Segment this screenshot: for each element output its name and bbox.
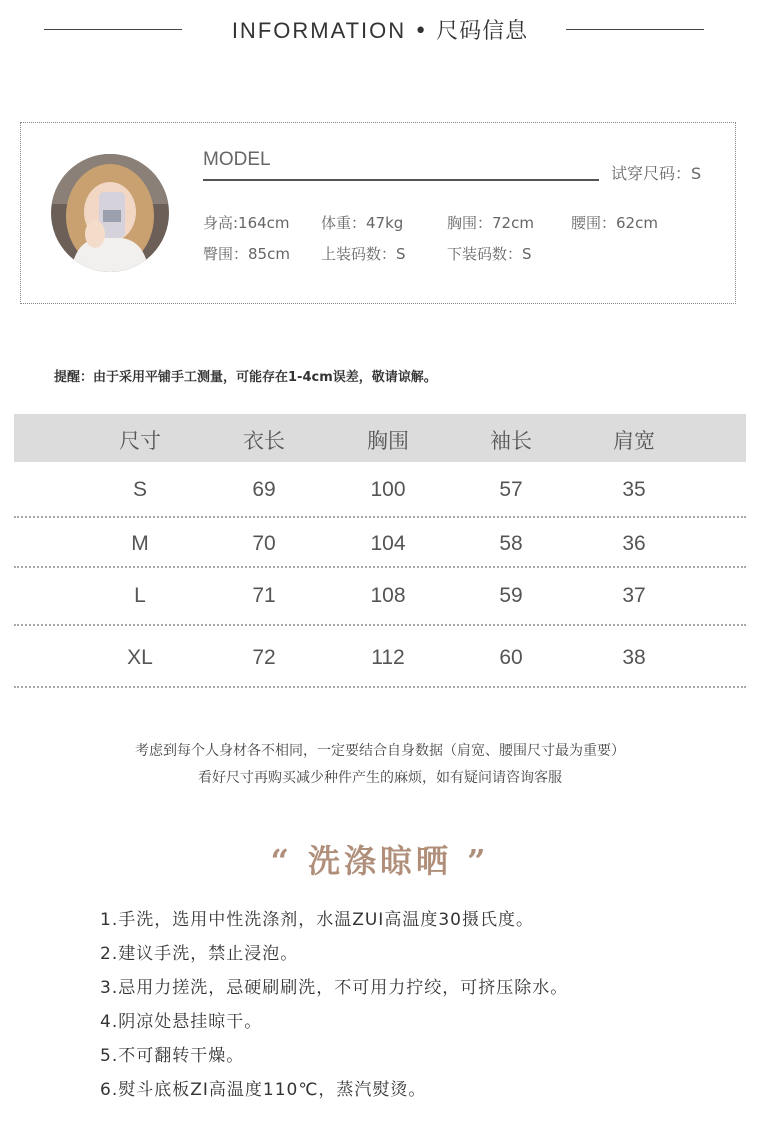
model-card: [20, 122, 736, 304]
header-sleeve: 袖长: [490, 429, 532, 453]
title-en: INFORMATION: [231, 18, 407, 43]
model-label: MODEL: [203, 149, 271, 170]
stat-bottom-size: 下装码数：S: [447, 245, 532, 263]
cell-bust: 100: [370, 478, 406, 501]
cell-length: 72: [252, 646, 276, 669]
cell-sleeve: 57: [499, 478, 523, 501]
cell-size: L: [134, 584, 146, 607]
title-cn: 尺码信息: [436, 19, 529, 44]
list-item: 5.不可翻转干燥。: [100, 1046, 245, 1066]
model-avatar: [51, 154, 169, 272]
size-note-line1: 考虑到每个人身材各不相同，一定要结合自身数据（肩宽、腰围尺寸最为重要）: [135, 743, 625, 759]
cell-sleeve: 58: [499, 532, 523, 555]
title-separator: •: [414, 19, 429, 44]
cell-length: 69: [252, 478, 276, 501]
stat-top-size: 上装码数：S: [321, 245, 406, 263]
cell-bust: 112: [371, 646, 405, 669]
list-item: 1.手洗，选用中性洗涤剂，水温ZUI高温度30摄氏度。: [100, 910, 534, 930]
list-item: 3.忌用力搓洗，忌硬刷刷洗，不可用力拧绞，可挤压除水。: [100, 978, 569, 998]
cell-shoulder: 35: [622, 478, 646, 501]
table-row: [14, 626, 746, 688]
cell-bust: 108: [370, 584, 406, 607]
size-table: [14, 414, 746, 688]
model-underline: [203, 179, 599, 181]
wash-list: [100, 903, 568, 1107]
cell-sleeve: 60: [499, 646, 523, 669]
table-header: [14, 414, 746, 462]
cell-length: 70: [252, 532, 276, 555]
header-size: 尺寸: [119, 429, 161, 453]
header-shoulder: 肩宽: [613, 429, 655, 453]
cell-shoulder: 36: [622, 532, 646, 555]
list-item: 2.建议手洗，禁止浸泡。: [100, 944, 299, 964]
table-row: [14, 462, 746, 518]
cell-shoulder: 38: [622, 646, 646, 669]
cell-length: 71: [252, 584, 276, 607]
stat-weight: 体重：47kg: [321, 214, 404, 232]
stat-hip: 臀围：85cm: [203, 245, 290, 263]
size-note-line2: 看好尺寸再购买减少种件产生的麻烦，如有疑问请咨询客服: [198, 770, 562, 786]
cell-size: XL: [127, 646, 153, 669]
stat-waist: 腰围：62cm: [571, 214, 658, 232]
stat-bust: 胸围：72cm: [447, 214, 534, 232]
table-row: [14, 568, 746, 626]
cell-sleeve: 59: [499, 584, 523, 607]
header-length: 衣长: [243, 429, 285, 453]
cell-shoulder: 37: [622, 584, 646, 607]
stat-height: 身高:164cm: [203, 214, 290, 232]
page-title: [0, 14, 760, 45]
list-item: 6.熨斗底板ZI高温度110℃，蒸汽熨烫。: [100, 1080, 427, 1100]
measurement-notice: 提醒：由于采用平铺手工测量，可能存在1-4cm误差，敬请谅解。: [54, 370, 437, 385]
cell-size: M: [131, 532, 149, 555]
trial-size: 试穿尺码：S: [611, 164, 702, 183]
header-bust: 胸围: [367, 429, 409, 453]
list-item: 4.阴凉处悬挂晾干。: [100, 1012, 263, 1032]
cell-size: S: [132, 478, 147, 501]
table-row: [14, 518, 746, 568]
wash-title: “ 洗涤晾晒 ”: [270, 842, 490, 880]
cell-bust: 104: [370, 532, 406, 555]
